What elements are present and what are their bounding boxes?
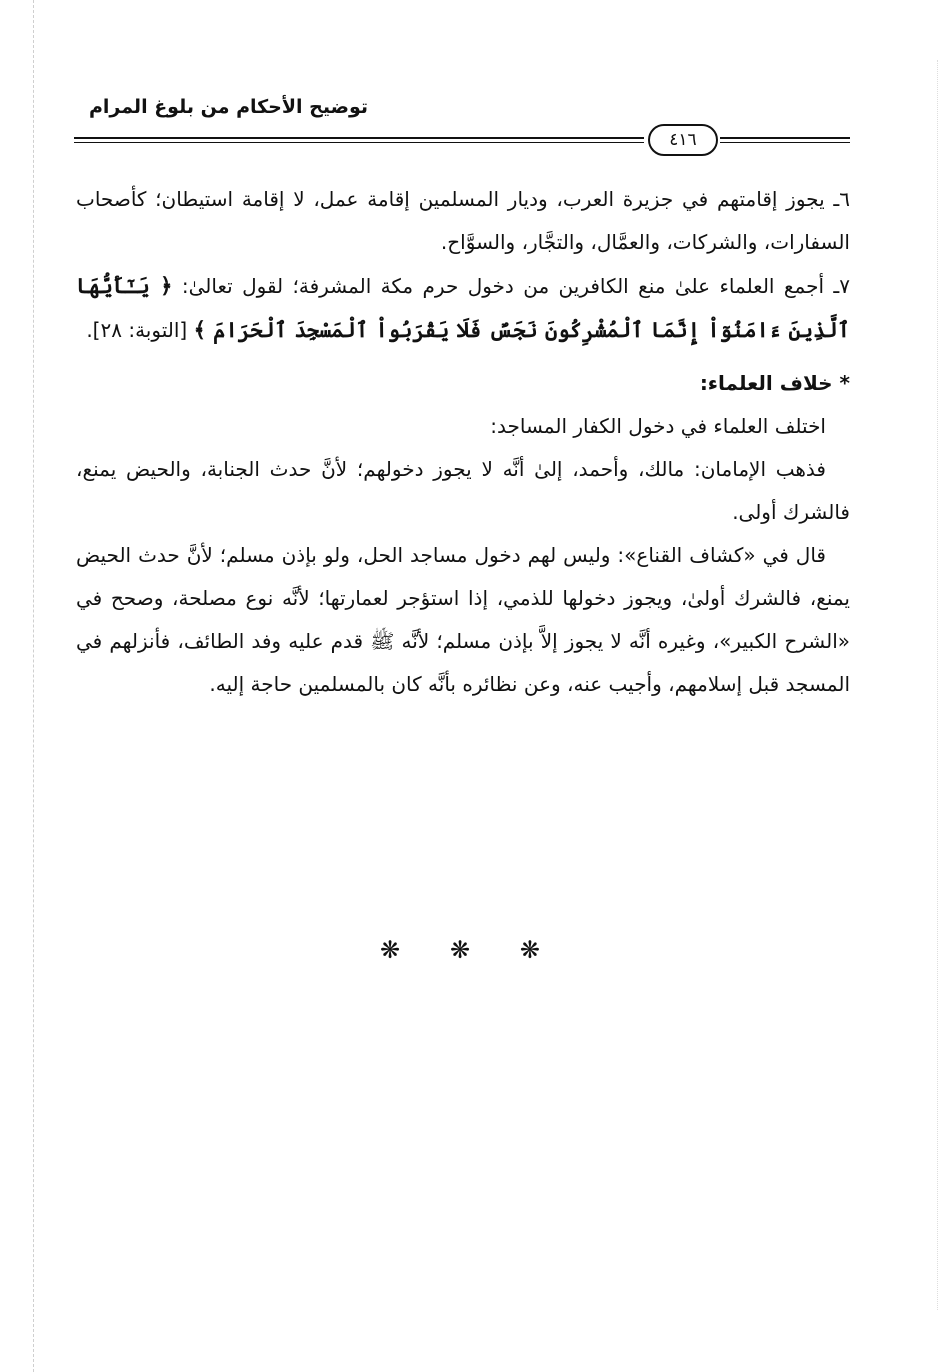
verse-reference: [التوبة: ٢٨]. xyxy=(86,318,188,342)
running-header-title: توضيح الأحكام من بلوغ المرام xyxy=(88,96,368,118)
paragraph: قال في «كشاف القناع»: وليس لهم دخول مساجد الحل، ولو بإذن مسلم؛ لأنَّ حدث الحيض يمنع، فالشرك أولىٰ، ويجوز دخولها للذمي، إذا استؤجر لعمارتها؛ لأنَّه نوع مصلحة، وصحح في «الشرح الكبير»، وغيره أنَّه لا يجوز إلاَّ بإذن مسلم؛ لأنَّه ﷺ قدم عليه وفد الطائف، فأنزلهم في المسجد قبل إسلامهم، وأجيب عنه، وعن نظائره بأنَّه كان بالمسلمين حاجة إليه. xyxy=(76,543,850,696)
header-rule-right xyxy=(720,137,850,143)
paragraph: فذهب الإمامان: مالك، وأحمد، إلىٰ أنَّه لا يجوز دخولهم؛ لأنَّ حدث الجنابة، والحيض يمنع، فالشرك أولى. xyxy=(76,457,850,524)
quran-verse: ﴿ يَـٰٓأَيُّهَا ٱلَّذِينَ ءَامَنُوٓاْ إِنَّمَا ٱلْمُشْرِكُونَ نَجَسٌ فَلَا يَقْرَبُواْ ٱلْمَسْجِدَ ٱلْحَرَامَ ﴾ xyxy=(76,273,850,342)
section-separator xyxy=(380,936,540,964)
page-body xyxy=(76,178,850,706)
list-item-7 xyxy=(76,264,850,352)
list-item-intro: ٧ـ أجمع العلماء علىٰ منع الكافرين من دخول حرم مكة المشرفة؛ لقول تعالىٰ: xyxy=(181,274,850,298)
page-edge-line xyxy=(937,60,938,1310)
paragraph: اختلف العلماء في دخول الكفار المساجد: xyxy=(490,414,826,438)
list-item-6 xyxy=(76,178,850,264)
section-heading: * خلاف العلماء: xyxy=(699,371,850,395)
page-margin-line xyxy=(33,0,34,1372)
star-ornament-icon: ❋ xyxy=(519,936,540,964)
header-rule-left xyxy=(74,137,644,143)
star-ornament-icon: ❋ xyxy=(449,936,471,964)
list-item-text: ٦ـ يجوز إقامتهم في جزيرة العرب، وديار المسلمين إقامة عمل، لا إقامة استيطان؛ كأصحاب السفارات، والشركات، والعمَّال، والتجَّار، والسوَّاح. xyxy=(76,187,850,254)
page-number: ٤١٦ xyxy=(648,124,718,156)
list-item-text xyxy=(76,264,850,352)
star-ornament-icon: ❋ xyxy=(380,936,401,964)
